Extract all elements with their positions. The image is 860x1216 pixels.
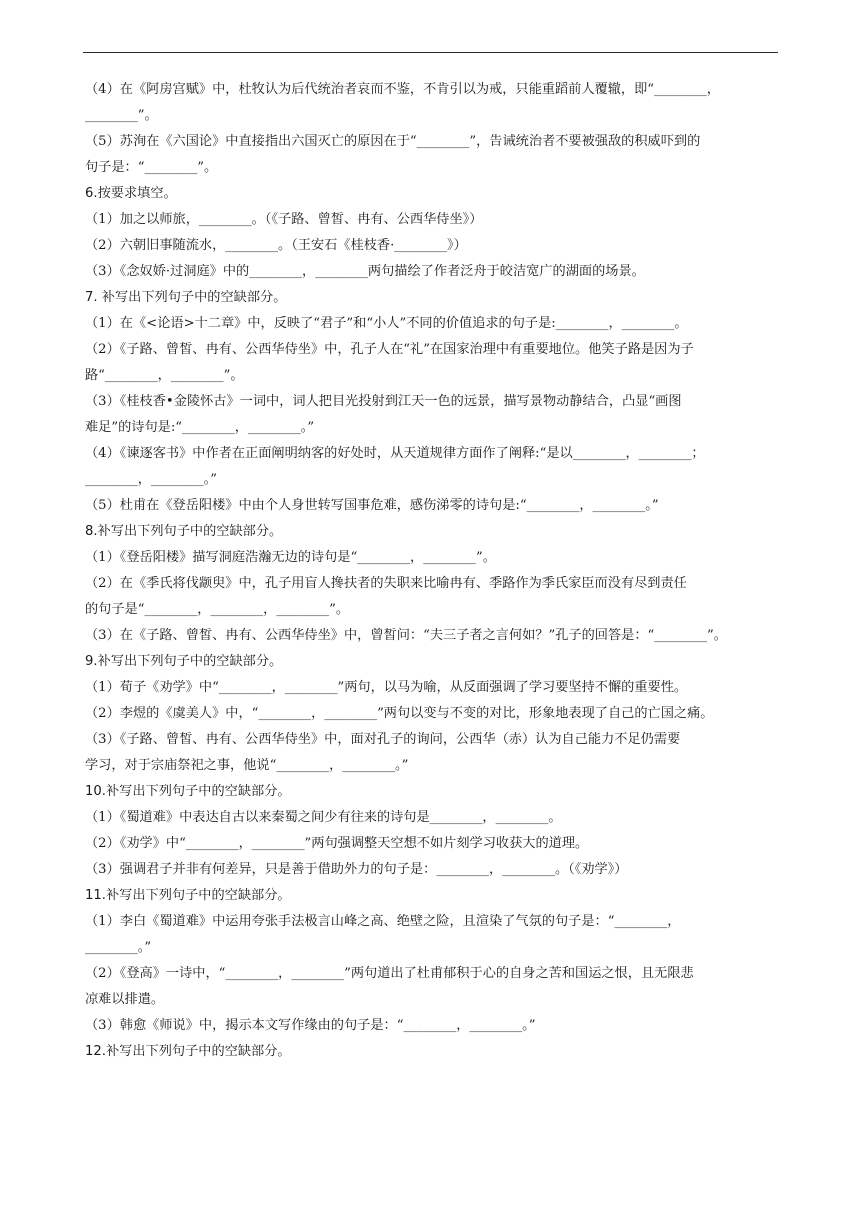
question-line: （3）《念奴娇·过洞庭》中的________，________两句描绘了作者泛舟于皎洁宽广的湖面的场景。 [85, 264, 645, 279]
question-heading: 11.补写出下列句子中的空缺部分。 [85, 888, 291, 903]
question-line: 路“________，________”。 [85, 368, 244, 383]
document-body [85, 82, 778, 1070]
question-line: 学习，对于宗庙祭祀之事，他说“________，________。” [85, 758, 409, 773]
question-line: （2）《登高》一诗中，“________，________”两句道出了杜甫郁积于心的自身之苦和国运之恨，且无限悲 [85, 966, 694, 981]
header-rule [83, 52, 778, 53]
question-line: （2）在《季氏将伐颛臾》中，孔子用盲人搀扶者的失职来比喻冉有、季路作为季氏家臣而没有尽到责任 [85, 576, 687, 591]
question-line: ________，________。” [85, 472, 218, 487]
question-line: （4）《谏逐客书》中作者在正面阐明纳客的好处时，从天道规律方面作了阐释:“是以________，________； [85, 446, 705, 461]
question-heading: 9.补写出下列句子中的空缺部分。 [85, 654, 283, 669]
question-heading: 7. 补写出下列句子中的空缺部分。 [85, 290, 287, 305]
question-line: （1）《登岳阳楼》描写洞庭浩瀚无边的诗句是“________，________”。 [85, 550, 496, 565]
question-line: 凉难以排遣。 [85, 992, 165, 1007]
question-line: ________。” [85, 940, 152, 955]
question-line: （4）在《阿房宫赋》中，杜牧认为后代统治者哀而不鉴，不肯引以为戒，只能重蹈前人覆辙，即“________， [85, 82, 720, 97]
question-line: 句子是：“________”。 [85, 160, 218, 175]
question-line: （1）李白《蜀道难》中运用夸张手法极言山峰之高、绝壁之险，且渲染了气氛的句子是：“________， [85, 914, 681, 929]
question-heading: 8.补写出下列句子中的空缺部分。 [85, 524, 283, 539]
question-line: ________”。 [85, 108, 158, 123]
question-line: （3）在《子路、曾皙、冉有、公西华侍坐》中，曾皙问：“夫三子者之言何如？”孔子的回答是：“________”。 [85, 628, 727, 643]
question-line: （2）《劝学》中“________，________”两句强调整天空想不如片刻学习收获大的道理。 [85, 836, 589, 851]
question-line: 难足”的诗句是:“________，________。” [85, 420, 315, 435]
question-heading: 10.补写出下列句子中的空缺部分。 [85, 784, 291, 799]
question-line: （1）加之以师旅，________。（《子路、曾皙、冉有、公西华侍坐》） [85, 212, 483, 227]
question-line: （5）杜甫在《登岳阳楼》中由个人身世转写国事危难，感伤涕零的诗句是:“________，________。” [85, 498, 659, 513]
question-line: （3）《桂枝香•金陵怀古》一词中，词人把目光投射到江天一色的远景，描写景物动静结合，凸显“画图 [85, 394, 682, 409]
question-line: （2）李煜的《虞美人》中，“________，________”两句以变与不变的对比，形象地表现了自己的亡国之痛。 [85, 706, 714, 721]
question-line: （1）在《<论语>十二章》中，反映了“君子”和“小人”不同的价值追求的句子是:________，________。 [85, 316, 688, 331]
question-line: 的句子是“________，________，________”。 [85, 602, 350, 617]
question-line: （1）荀子《劝学》中“________，________”两句，以马为喻，从反面强调了学习要坚持不懈的重要性。 [85, 680, 688, 695]
question-line: （2）六朝旧事随流水，________。（王安石《桂枝香·________》） [85, 238, 467, 253]
question-line: （2）《子路、曾皙、冉有、公西华侍坐》中，孔子人在“礼”在国家治理中有重要地位。他笑子路是因为子 [85, 342, 694, 357]
question-line: （3）强调君子并非有何差异，只是善于借助外力的句子是：________，________。（《劝学》） [85, 862, 628, 877]
question-line: （3）韩愈《师说》中，揭示本文写作缘由的句子是：“________，________。” [85, 1018, 536, 1033]
question-line: （5）苏洵在《六国论》中直接指出六国灭亡的原因在于“________”，告诫统治者不要被强敌的积威吓到的 [85, 134, 701, 149]
question-line: （1）《蜀道难》中表达自古以来秦蜀之间少有往来的诗句是________，________。 [85, 810, 562, 825]
question-heading: 6.按要求填空。 [85, 186, 177, 201]
question-heading: 12.补写出下列句子中的空缺部分。 [85, 1044, 291, 1059]
question-line: （3）《子路、曾皙、冉有、公西华侍坐》中，面对孔子的询问，公西华（赤）认为自己能力不足仍需要 [85, 732, 681, 747]
